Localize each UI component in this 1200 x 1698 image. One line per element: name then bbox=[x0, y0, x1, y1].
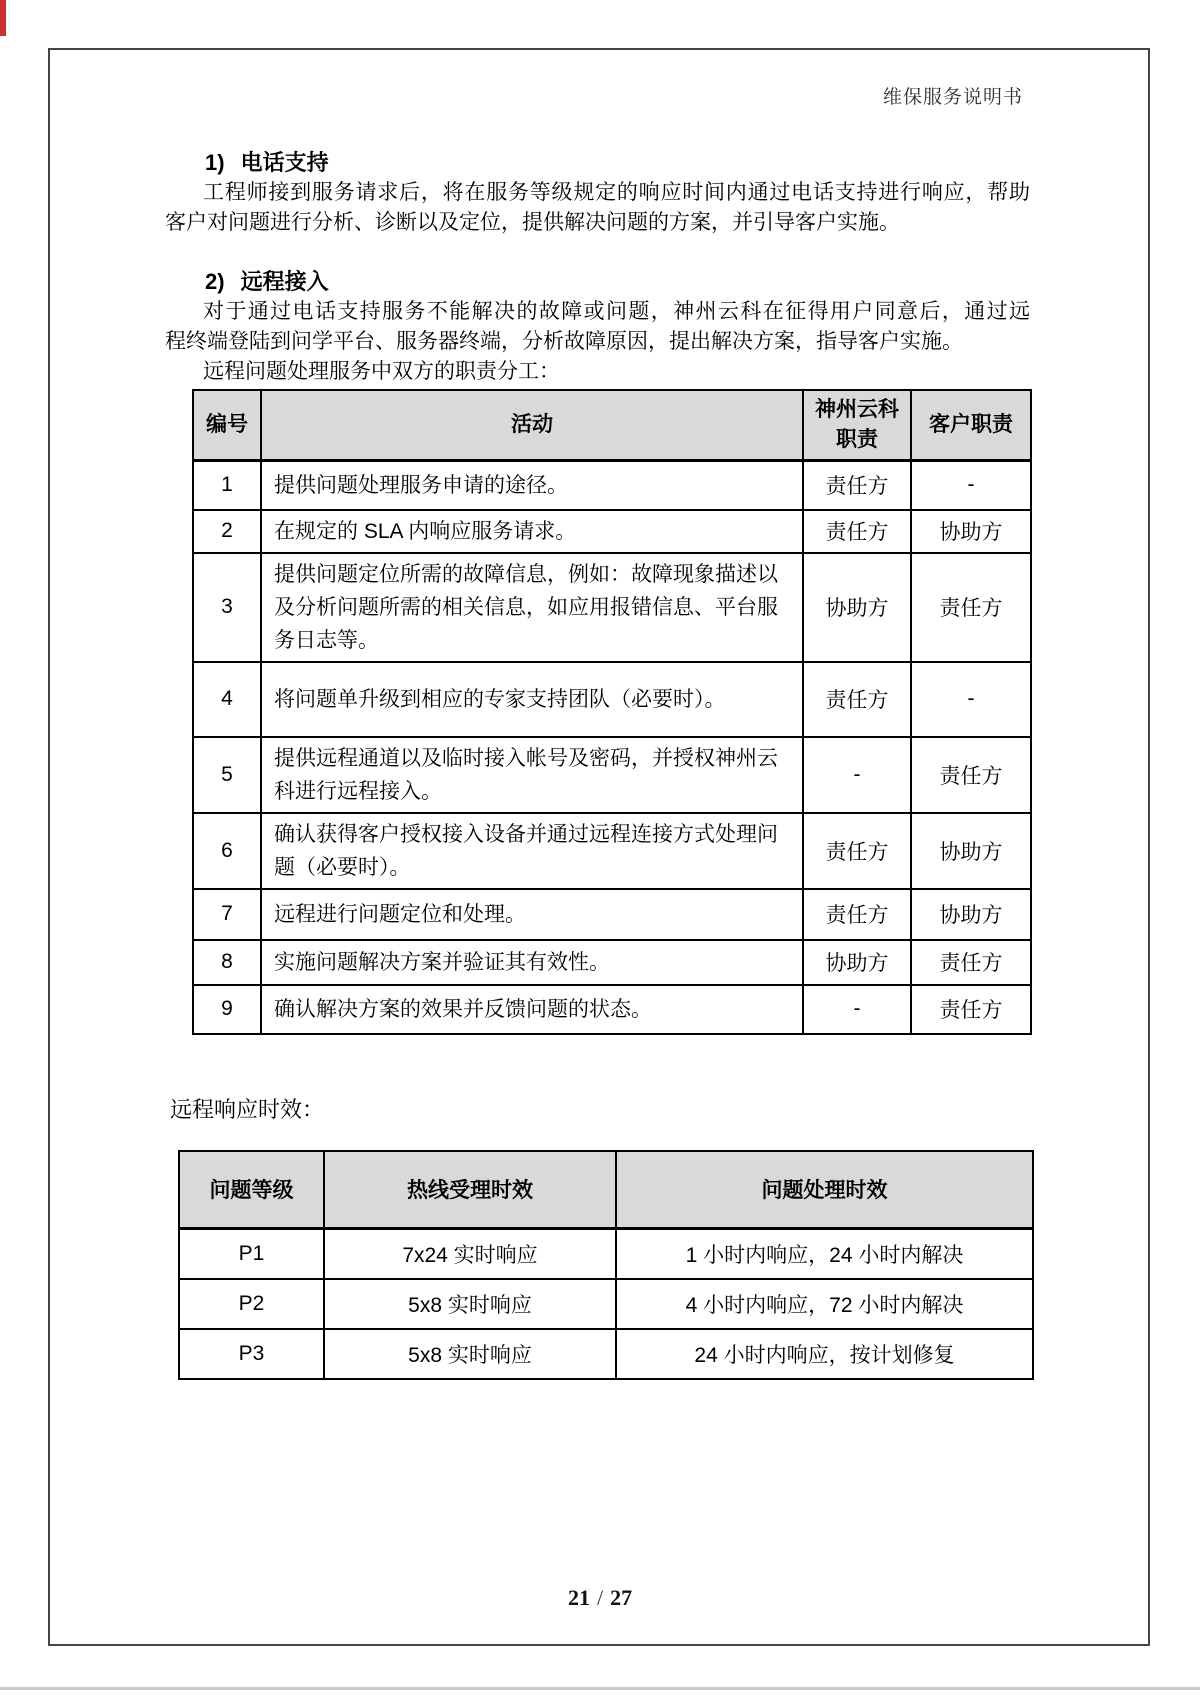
table-row bbox=[193, 940, 1031, 985]
customer-role-cell: 责任方 bbox=[911, 940, 1031, 985]
heading-number: 2) bbox=[205, 269, 225, 294]
customer-role-cell: 责任方 bbox=[911, 985, 1031, 1034]
hotline-response-cell: 7x24 实时响应 bbox=[324, 1229, 616, 1279]
row-number-cell: 6 bbox=[193, 813, 261, 889]
row-number-cell: 5 bbox=[193, 737, 261, 813]
page-number-total: 27 bbox=[610, 1585, 633, 1610]
page-number-current: 21 bbox=[567, 1585, 590, 1610]
page-content bbox=[165, 0, 1030, 1380]
activity-cell: 远程进行问题定位和处理。 bbox=[261, 889, 803, 940]
paragraph-line: 工程师接到服务请求后，将在服务等级规定的响应时间内通过电话支持进行响应，帮助 bbox=[203, 181, 1030, 204]
row-number-cell: 8 bbox=[193, 940, 261, 985]
activity-cell: 确认获得客户授权接入设备并通过远程连接方式处理问题（必要时）。 bbox=[261, 813, 803, 889]
vendor-role-cell: 责任方 bbox=[803, 662, 911, 737]
row-number-cell: 9 bbox=[193, 985, 261, 1034]
sla-section-heading: 远程响应时效： bbox=[170, 1096, 325, 1122]
activity-cell: 提供问题处理服务申请的途径。 bbox=[261, 461, 803, 510]
activity-cell: 提供问题定位所需的故障信息，例如：故障现象描述以及分析问题所需的相关信息，如应用报错信息、平台服务日志等。 bbox=[261, 553, 803, 662]
heading-text: 远程接入 bbox=[240, 269, 329, 294]
vendor-role-cell: 协助方 bbox=[803, 940, 911, 985]
row-number-cell: 1 bbox=[193, 461, 261, 510]
table-row bbox=[193, 889, 1031, 940]
col-header-problem-level: 问题等级 bbox=[179, 1151, 324, 1229]
col-header-customer-role: 客户职责 bbox=[911, 390, 1031, 461]
hotline-response-cell: 5x8 实时响应 bbox=[324, 1279, 616, 1329]
col-header-problem-handling: 问题处理时效 bbox=[616, 1151, 1033, 1229]
row-number-cell: 3 bbox=[193, 553, 261, 662]
hotline-response-cell: 5x8 实时响应 bbox=[324, 1329, 616, 1379]
table-row bbox=[193, 985, 1031, 1034]
row-number-cell: 4 bbox=[193, 662, 261, 737]
responsibility-table-intro: 远程问题处理服务中双方的职责分工： bbox=[203, 360, 560, 383]
activity-cell: 在规定的 SLA 内响应服务请求。 bbox=[261, 510, 803, 553]
customer-role-cell: 责任方 bbox=[911, 737, 1031, 813]
heading-text: 电话支持 bbox=[240, 150, 329, 175]
activity-cell: 实施问题解决方案并验证其有效性。 bbox=[261, 940, 803, 985]
table-row bbox=[179, 1329, 1033, 1379]
page-bottom-edge-line bbox=[0, 1687, 1200, 1690]
table-row bbox=[193, 510, 1031, 553]
page-number-separator: / bbox=[596, 1585, 604, 1610]
customer-role-cell: 协助方 bbox=[911, 510, 1031, 553]
vendor-role-cell: 责任方 bbox=[803, 813, 911, 889]
problem-level-cell: P2 bbox=[179, 1279, 324, 1329]
vendor-role-cell: - bbox=[803, 737, 911, 813]
scan-corner-artifact bbox=[0, 0, 6, 36]
paragraph-line: 对于通过电话支持服务不能解决的故障或问题，神州云科在征得用户同意后，通过远 bbox=[203, 300, 1030, 323]
problem-level-cell: P1 bbox=[179, 1229, 324, 1279]
col-header-vendor-role: 神州云科职责 bbox=[803, 390, 911, 461]
customer-role-cell: - bbox=[911, 461, 1031, 510]
problem-handling-cell: 24 小时内响应，按计划修复 bbox=[616, 1329, 1033, 1379]
activity-cell: 确认解决方案的效果并反馈问题的状态。 bbox=[261, 985, 803, 1034]
vendor-role-cell: 责任方 bbox=[803, 510, 911, 553]
table-header-row bbox=[179, 1151, 1033, 1229]
sla-table bbox=[178, 1150, 1034, 1380]
table-row bbox=[193, 662, 1031, 737]
table-row bbox=[193, 461, 1031, 510]
responsibility-table bbox=[192, 389, 1032, 1035]
section-heading-phone-support bbox=[165, 148, 1030, 178]
customer-role-cell: 协助方 bbox=[911, 813, 1031, 889]
table-row bbox=[179, 1279, 1033, 1329]
page-footer bbox=[0, 1585, 1200, 1611]
problem-handling-cell: 4 小时内响应，72 小时内解决 bbox=[616, 1279, 1033, 1329]
table-row bbox=[193, 553, 1031, 662]
table-row bbox=[193, 813, 1031, 889]
row-number-cell: 2 bbox=[193, 510, 261, 553]
problem-handling-cell: 1 小时内响应，24 小时内解决 bbox=[616, 1229, 1033, 1279]
col-header-hotline-response: 热线受理时效 bbox=[324, 1151, 616, 1229]
table-row bbox=[179, 1229, 1033, 1279]
vendor-role-cell: 责任方 bbox=[803, 461, 911, 510]
customer-role-cell: 责任方 bbox=[911, 553, 1031, 662]
paragraph-line: 客户对问题进行分析、诊断以及定位，提供解决问题的方案，并引导客户实施。 bbox=[165, 211, 900, 234]
doc-title: 维保服务说明书 bbox=[882, 87, 1023, 108]
activity-cell: 提供远程通道以及临时接入帐号及密码，并授权神州云科进行远程接入。 bbox=[261, 737, 803, 813]
paragraph-line: 程终端登陆到问学平台、服务器终端，分析故障原因，提出解决方案，指导客户实施。 bbox=[165, 330, 963, 353]
row-number-cell: 7 bbox=[193, 889, 261, 940]
col-header-number: 编号 bbox=[193, 390, 261, 461]
heading-number: 1) bbox=[205, 150, 225, 175]
activity-cell: 将问题单升级到相应的专家支持团队（必要时）。 bbox=[261, 662, 803, 737]
customer-role-cell: 协助方 bbox=[911, 889, 1031, 940]
vendor-role-cell: 协助方 bbox=[803, 553, 911, 662]
section-heading-remote-access bbox=[165, 267, 1030, 297]
vendor-role-cell: - bbox=[803, 985, 911, 1034]
customer-role-cell: - bbox=[911, 662, 1031, 737]
table-header-row bbox=[193, 390, 1031, 461]
table-row bbox=[193, 737, 1031, 813]
vendor-role-cell: 责任方 bbox=[803, 889, 911, 940]
problem-level-cell: P3 bbox=[179, 1329, 324, 1379]
col-header-activity: 活动 bbox=[261, 390, 803, 461]
